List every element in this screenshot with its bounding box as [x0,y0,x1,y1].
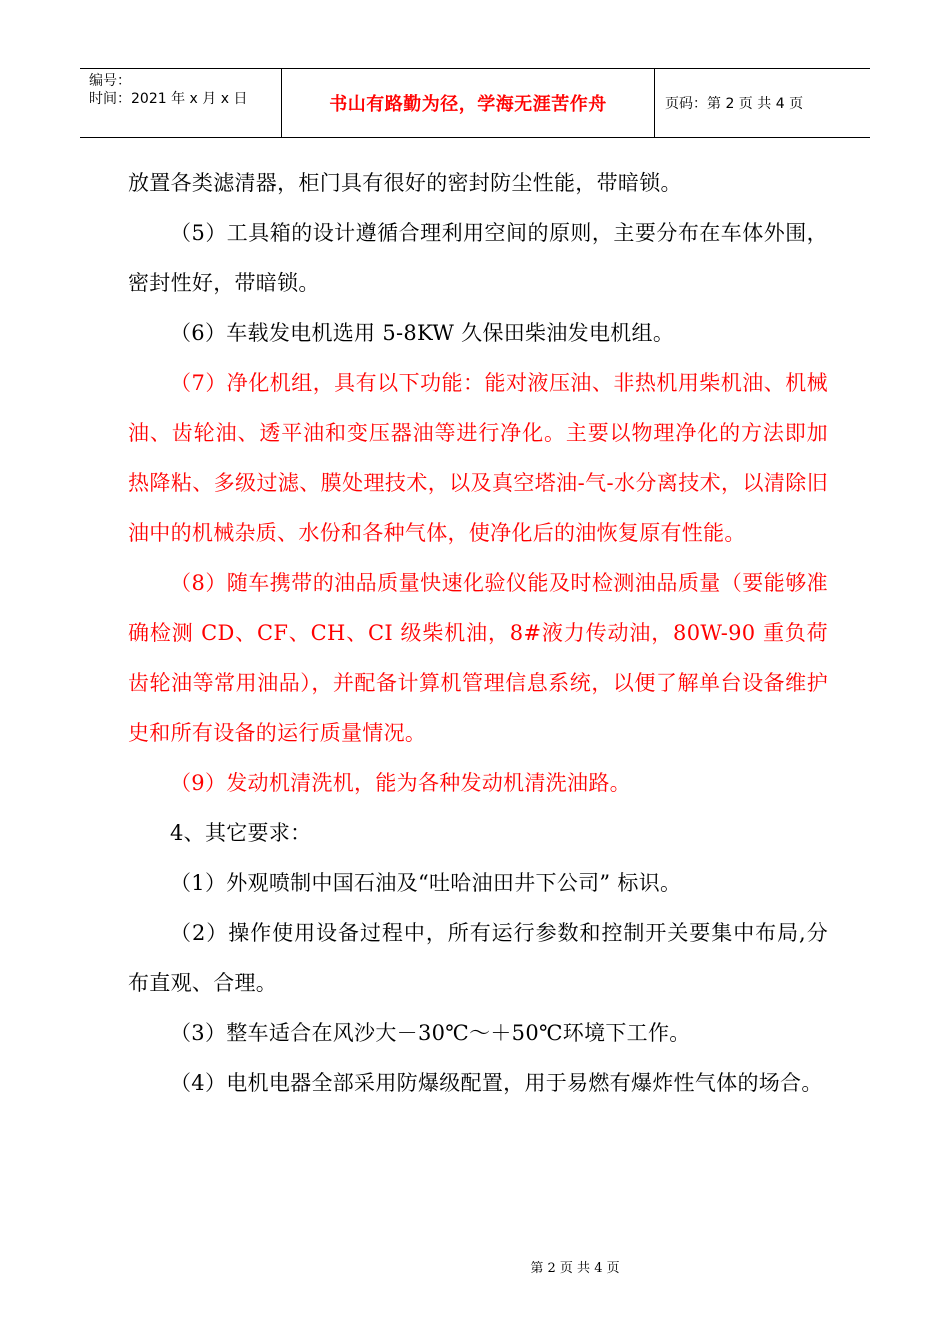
document-body [128,158,828,1108]
paragraph: （1）外观喷制中国石油及“吐哈油田井下公司” 标识。 [170,871,682,895]
paragraph: （7）净化机组，具有以下功能：能对液压油、非热机用柴机油、机械油、齿轮油、透平油和变压器油等进行净化。主要以物理净化的方法即加热降粘、多级过滤、膜处理技术，以及真空塔油-气-水分离技术，以清除旧油中的机械杂质、水份和各种气体，使净化后的油恢复原有性能。 [128,371,828,545]
document-number-label: 编号： [89,73,131,89]
section-heading: 4、其它要求： [170,821,312,845]
paragraph: （6）车载发电机选用 5-8KW 久保田柴油发电机组。 [170,321,675,345]
header-motto: 书山有路勤为径，学海无涯苦作舟 [282,69,655,137]
paragraph: （5）工具箱的设计遵循合理利用空间的原则，主要分布在车体外围，密封性好，带暗锁。 [128,221,828,295]
document-date-label: 时间：2021 年 x 月 x 日 [89,91,248,107]
paragraph: （4）电机电器全部采用防爆级配置，用于易燃有爆炸性气体的场合。 [170,1071,823,1095]
paragraph: （9）发动机清洗机，能为各种发动机清洗油路。 [170,771,631,795]
page-header [80,68,870,138]
header-meta [80,69,282,137]
page-footer: 第 2 页 共 4 页 [530,1261,620,1276]
paragraph: 放置各类滤清器，柜门具有很好的密封防尘性能，带暗锁。 [128,171,682,195]
paragraph: （3）整车适合在风沙大－30℃～＋50℃环境下工作。 [170,1021,691,1045]
header-page-number: 页码：第 2 页 共 4 页 [665,96,804,112]
paragraph: （8）随车携带的油品质量快速化验仪能及时检测油品质量（要能够准确检测 CD、CF、CH、CI 级柴机油，8#液力传动油，80W-90 重负荷齿轮油等常用油品），并配备计算机管理信息系统，以便了解单台设备维护史和所有设备的运行质量情况。 [128,571,828,745]
paragraph: （2）操作使用设备过程中，所有运行参数和控制开关要集中布局,分布直观、合理。 [128,921,828,995]
